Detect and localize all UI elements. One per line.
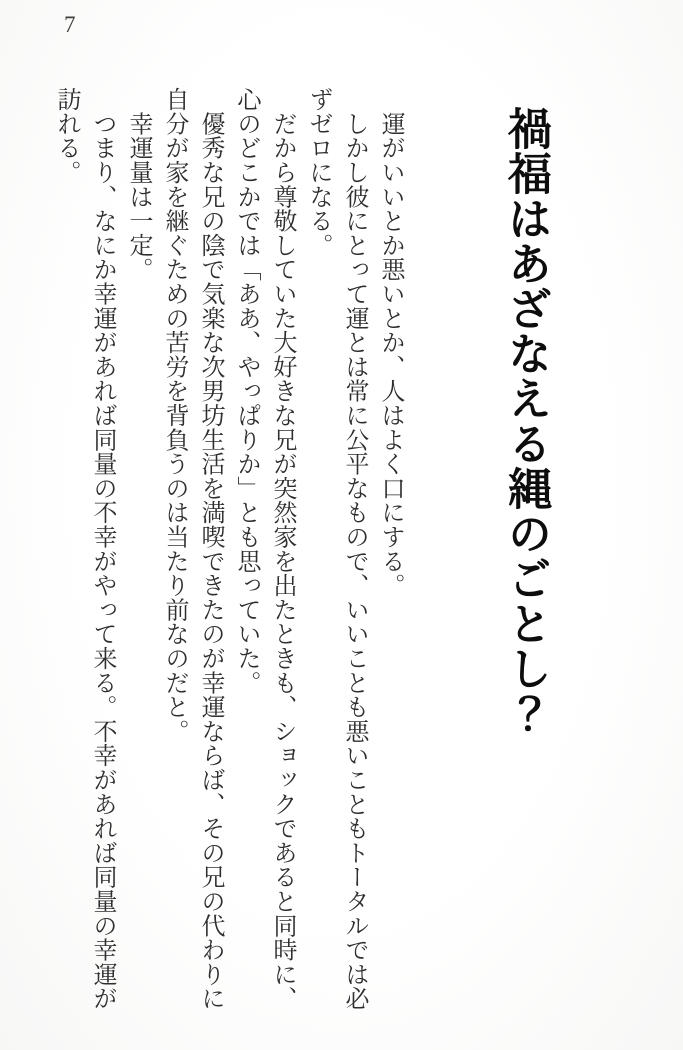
body-line: ずゼロになる。	[305, 87, 333, 258]
body-line: 運がいいとか悪いとか、人はよく口にする。	[377, 87, 405, 598]
page-number: 7	[64, 12, 76, 37]
body-text	[49, 87, 409, 1015]
body-line: しかし彼にとって運とは常に公平なもので、いいことも悪いこともトータルでは必	[341, 87, 369, 1011]
chapter-title: 禍福はあざなえる縄のごとし？	[500, 106, 551, 736]
body-line: 心のどこかでは「ああ、やっぱりか」とも思っていた。	[233, 87, 261, 695]
body-line: 自分が家を継ぐための苦労を背負うのは当たり前なのだと。	[161, 87, 189, 744]
body-line: 優秀な兄の陰で気楽な次男坊生活を満喫できたのが幸運ならば、その兄の代わりに	[197, 87, 225, 1011]
body-line: つまり、なにか幸運があれば同量の不幸がやって来る。不幸があれば同量の幸運が	[89, 87, 117, 1011]
body-line: だから尊敬していた大好きな兄が突然家を出たときも、ショックであると同時に、	[269, 87, 297, 1011]
body-line: 幸運量は一定。	[125, 87, 153, 282]
body-line: 訪れる。	[53, 87, 81, 185]
